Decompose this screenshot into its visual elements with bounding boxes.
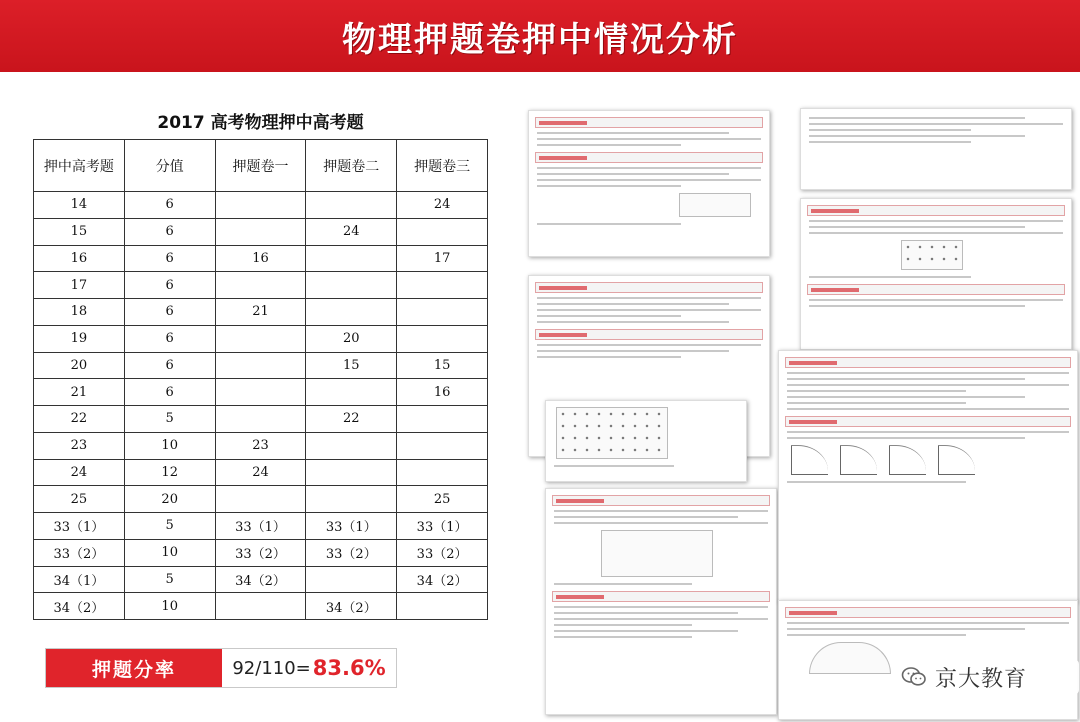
- section-label: [785, 607, 1071, 618]
- section-label: [807, 205, 1065, 216]
- section-label: [807, 284, 1065, 295]
- header-banner: [0, 0, 1080, 72]
- table-cell: 33（2）: [34, 539, 125, 566]
- diagram-figure: [679, 193, 751, 217]
- table-row: [34, 459, 488, 486]
- table-cell: 6: [124, 379, 215, 406]
- table-cell: 22: [34, 406, 125, 433]
- table-cell: 24: [306, 218, 397, 245]
- table-row: [34, 539, 488, 566]
- table-cell: [306, 245, 397, 272]
- table-cell: [397, 299, 488, 326]
- table-row: [34, 299, 488, 326]
- table-cell: [306, 272, 397, 299]
- table-cell: 20: [34, 352, 125, 379]
- table-cell: 34（1）: [34, 566, 125, 593]
- table-cell: 10: [124, 593, 215, 620]
- hit-rate-value-box: [222, 649, 396, 687]
- exam-page-thumbnail: [528, 110, 770, 257]
- exam-page-thumbnail: [545, 400, 747, 482]
- table-cell: 16: [215, 245, 306, 272]
- table-cell: 20: [306, 325, 397, 352]
- table-cell: [397, 406, 488, 433]
- table-cell: [215, 325, 306, 352]
- wechat-icon: [901, 664, 927, 690]
- table-row: [34, 432, 488, 459]
- table-cell: 33（1）: [397, 513, 488, 540]
- magnetic-field-figure: [556, 407, 668, 459]
- table-row: [34, 325, 488, 352]
- table-cell: 5: [124, 406, 215, 433]
- table-cell: [306, 566, 397, 593]
- hit-rate-fraction: 92/110=: [232, 657, 311, 679]
- hit-rate-summary: [45, 648, 397, 688]
- table-cell: 15: [34, 218, 125, 245]
- table-cell: 5: [124, 566, 215, 593]
- table-cell: 25: [34, 486, 125, 513]
- table-cell: 15: [306, 352, 397, 379]
- table-row: [34, 352, 488, 379]
- table-cell: 33（1）: [34, 513, 125, 540]
- table-row: [34, 566, 488, 593]
- section-label: [785, 357, 1071, 368]
- table-cell: [215, 593, 306, 620]
- table-cell: 33（1）: [215, 513, 306, 540]
- table-cell: 22: [306, 406, 397, 433]
- table-row: [34, 486, 488, 513]
- table-cell: 15: [397, 352, 488, 379]
- watermark-text: 京大教育: [935, 666, 1028, 692]
- table-cell: 6: [124, 218, 215, 245]
- table-cell: [306, 486, 397, 513]
- table-cell: [306, 379, 397, 406]
- hit-rate-percent: 83.6%: [312, 656, 386, 680]
- header-cell: 押中高考题: [34, 140, 125, 192]
- table-cell: 6: [124, 352, 215, 379]
- table-cell: 14: [34, 192, 125, 219]
- hit-rate-label: 押题分率: [46, 649, 222, 687]
- table-cell: 34（2）: [215, 566, 306, 593]
- table-row: [34, 218, 488, 245]
- table-cell: 6: [124, 325, 215, 352]
- table-cell: [306, 299, 397, 326]
- section-label: [535, 117, 763, 128]
- table-cell: [397, 432, 488, 459]
- exam-page-thumbnail: [800, 198, 1072, 350]
- table-row: [34, 406, 488, 433]
- table-row: [34, 379, 488, 406]
- table-cell: 6: [124, 245, 215, 272]
- table-cell: 10: [124, 432, 215, 459]
- table-cell: 6: [124, 272, 215, 299]
- table-cell: 34（2）: [306, 593, 397, 620]
- table-row: [34, 192, 488, 219]
- table-cell: [306, 432, 397, 459]
- table-cell: 34（2）: [34, 593, 125, 620]
- section-label: [785, 416, 1071, 427]
- table-cell: 20: [124, 486, 215, 513]
- header-cell: 押题卷一: [215, 140, 306, 192]
- table-body: [34, 192, 488, 620]
- graph-options-figure: [791, 445, 1065, 475]
- table-cell: 23: [215, 432, 306, 459]
- section-label: [535, 282, 763, 293]
- table-cell: 33（1）: [306, 513, 397, 540]
- table-cell: [215, 406, 306, 433]
- header-cell: 押题卷二: [306, 140, 397, 192]
- table-cell: 33（2）: [215, 539, 306, 566]
- table-cell: 16: [34, 245, 125, 272]
- table-cell: [306, 192, 397, 219]
- table-cell: [215, 486, 306, 513]
- header-cell: 押题卷三: [397, 140, 488, 192]
- table-cell: [397, 459, 488, 486]
- table-cell: [397, 272, 488, 299]
- table-cell: 5: [124, 513, 215, 540]
- table-cell: [215, 379, 306, 406]
- table-cell: [397, 218, 488, 245]
- table-cell: 23: [34, 432, 125, 459]
- semicircle-figure: [809, 642, 891, 674]
- table-cell: [215, 192, 306, 219]
- table-cell: 18: [34, 299, 125, 326]
- section-label: [552, 591, 770, 602]
- table-cell: 21: [215, 299, 306, 326]
- table-cell: [397, 593, 488, 620]
- table-cell: 12: [124, 459, 215, 486]
- exam-page-thumbnail: [800, 108, 1072, 190]
- table-cell: 10: [124, 539, 215, 566]
- table-cell: 25: [397, 486, 488, 513]
- table-row: [34, 272, 488, 299]
- table-cell: 24: [397, 192, 488, 219]
- table-row: [34, 245, 488, 272]
- exam-page-thumbnail: [778, 350, 1078, 602]
- table-cell: [215, 272, 306, 299]
- apparatus-figure: [601, 530, 713, 577]
- table-cell: [306, 459, 397, 486]
- table-cell: 6: [124, 192, 215, 219]
- section-label: [535, 152, 763, 163]
- table-cell: 19: [34, 325, 125, 352]
- hit-table: [33, 139, 488, 620]
- table-row: [34, 593, 488, 620]
- table-cell: 34（2）: [397, 566, 488, 593]
- table-cell: 24: [215, 459, 306, 486]
- page-title: 物理押题卷押中情况分析: [342, 19, 738, 60]
- table-cell: 21: [34, 379, 125, 406]
- table-header-row: [34, 140, 488, 192]
- table-cell: 16: [397, 379, 488, 406]
- section-label: [535, 329, 763, 340]
- table-cell: [215, 352, 306, 379]
- exam-page-thumbnail: [545, 488, 777, 715]
- header-cell: 分值: [124, 140, 215, 192]
- table-row: [34, 513, 488, 540]
- table-cell: 17: [34, 272, 125, 299]
- table-cell: [397, 325, 488, 352]
- table-cell: [215, 218, 306, 245]
- table-cell: 33（2）: [306, 539, 397, 566]
- section-label: [552, 495, 770, 506]
- table-title: 2017 高考物理押中高考题: [157, 113, 364, 133]
- table-cell: 24: [34, 459, 125, 486]
- table-cell: 33（2）: [397, 539, 488, 566]
- wechat-watermark: [895, 660, 1079, 694]
- table-cell: 6: [124, 299, 215, 326]
- field-figure: [901, 240, 963, 270]
- table-cell: 17: [397, 245, 488, 272]
